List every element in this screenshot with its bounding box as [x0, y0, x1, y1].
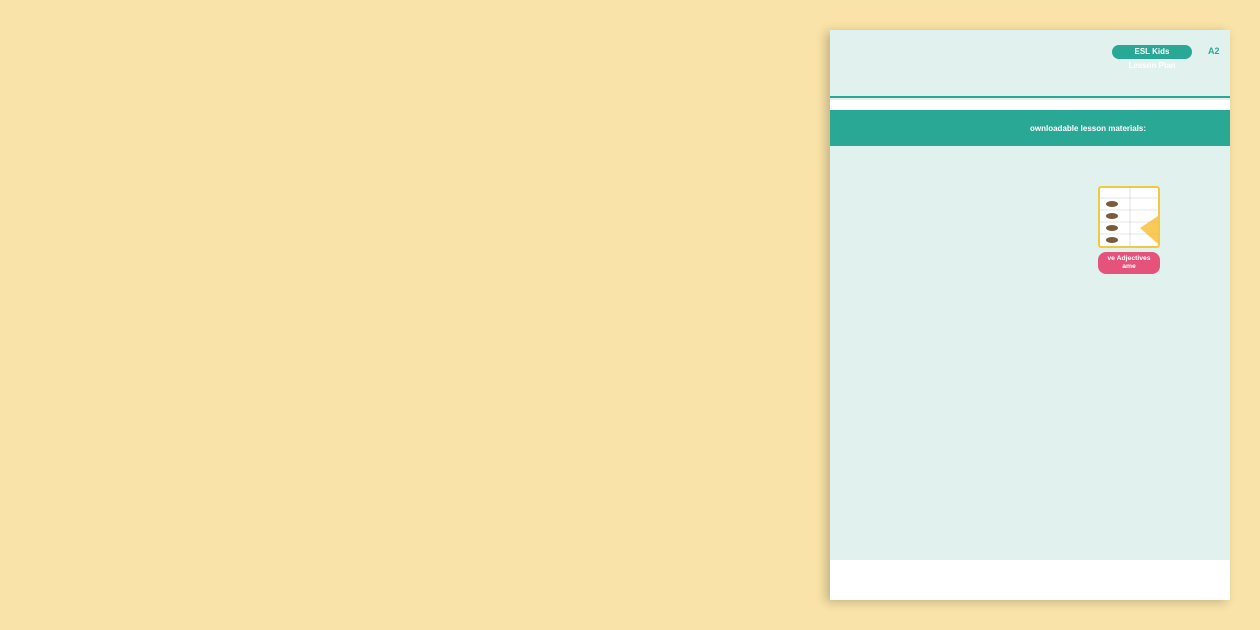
materials-band: ownloadable lesson materials:	[830, 110, 1230, 146]
document-page-5	[830, 30, 1230, 600]
resource-caption[interactable]: ve Adjectives ame	[1098, 252, 1160, 274]
level-label: A2	[1208, 46, 1220, 56]
thumbnail-matching-sheet[interactable]	[1098, 186, 1160, 248]
lesson-plan-label: ESL Kids Lesson Plan	[1112, 45, 1192, 59]
